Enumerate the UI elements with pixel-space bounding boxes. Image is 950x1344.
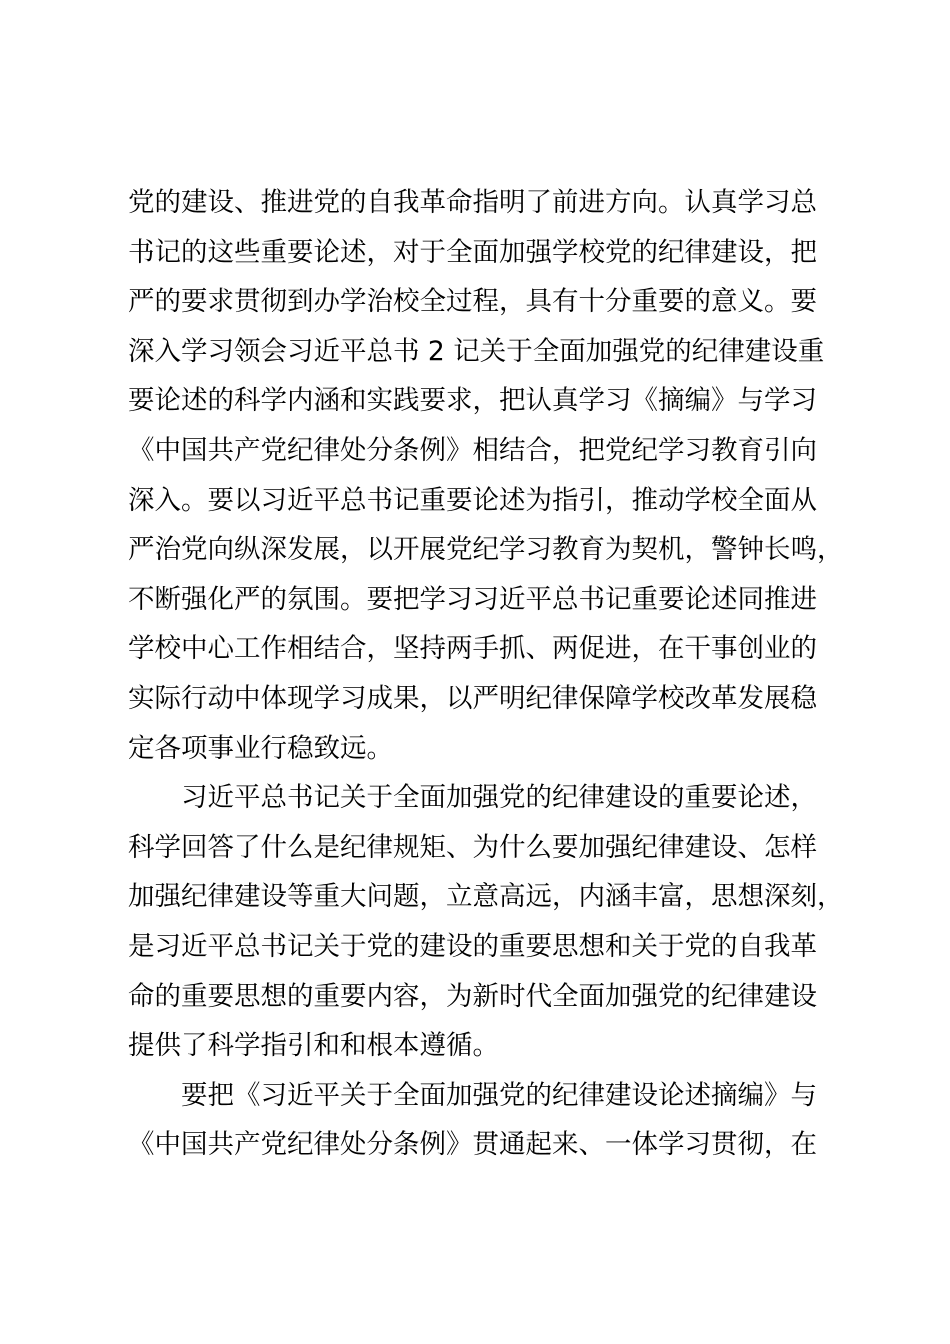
text-line: 严的要求贯彻到办学治校全过程，具有十分重要的意义。要 [128, 286, 817, 318]
text-line: 提供了科学指引和和根本遵循。 [128, 1030, 499, 1062]
text-line: 书记的这些重要论述，对于全面加强学校党的纪律建设，把 [128, 236, 817, 268]
text-line: 严治党向纵深发展，以开展党纪学习教育为契机，警钟长鸣， [128, 534, 844, 566]
text-line: 《中国共产党纪律处分条例》相结合，把党纪学习教育引向 [128, 434, 817, 466]
text-line: 实际行动中体现学习成果，以严明纪律保障学校改革发展稳 [128, 682, 817, 714]
text-line: 定各项事业行稳致远。 [128, 732, 393, 764]
text-line: 深入。要以习近平总书记重要论述为指引，推动学校全面从 [128, 484, 817, 516]
text-line: 是习近平总书记关于党的建设的重要思想和关于党的自我革 [128, 930, 817, 962]
text-line: 加强纪律建设等重大问题，立意高远，内涵丰富，思想深刻， [128, 881, 844, 913]
text-line: 要论述的科学内涵和实践要求，把认真学习《摘编》与学习 [128, 385, 817, 417]
text-line: 科学回答了什么是纪律规矩、为什么要加强纪律建设、怎样 [128, 831, 817, 863]
text-line: 《中国共产党纪律处分条例》贯通起来、一体学习贯彻，在 [128, 1129, 817, 1161]
paragraph-first-line: 习近平总书记关于全面加强党的纪律建设的重要论述， [181, 782, 817, 814]
body-text [128, 178, 848, 1170]
text-line: 党的建设、推进党的自我革命指明了前进方向。认真学习总 [128, 187, 817, 218]
paragraph-first-line: 要把《习近平关于全面加强党的纪律建设论述摘编》与 [181, 1079, 817, 1111]
text-line: 命的重要思想的重要内容，为新时代全面加强党的纪律建设 [128, 980, 817, 1012]
text-line: 学校中心工作相结合，坚持两手抓、两促进，在干事创业的 [128, 633, 817, 665]
text-line: 深入学习领会习近平总书 2 记关于全面加强党的纪律建设重 [128, 335, 825, 367]
text-line: 不断强化严的氛围。要把学习习近平总书记重要论述同推进 [128, 583, 817, 615]
